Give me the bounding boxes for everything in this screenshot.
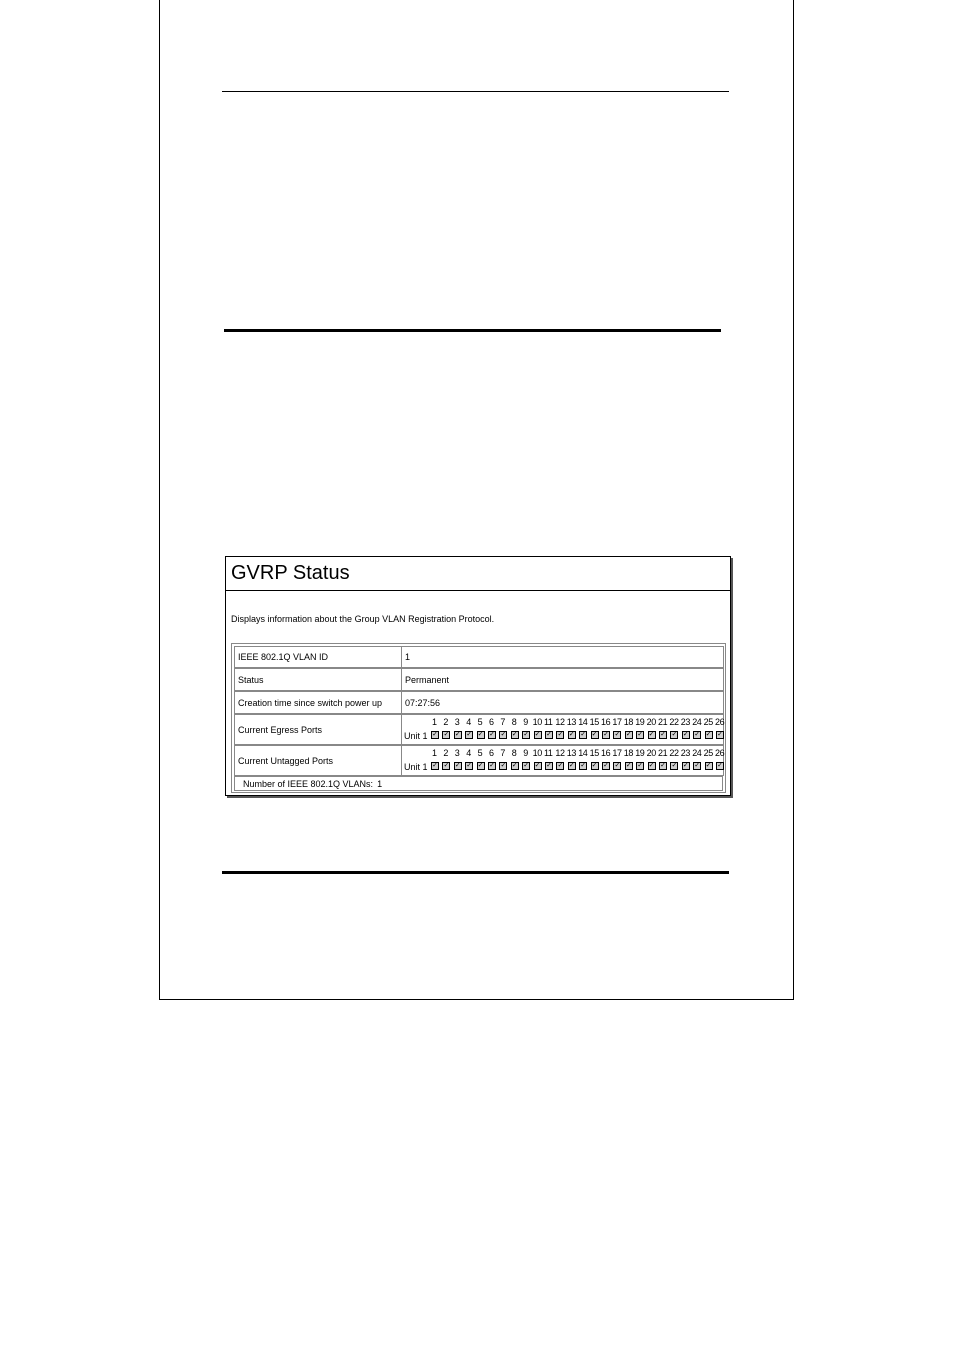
section-rule	[224, 329, 721, 332]
port-checkbox[interactable]: ✓	[591, 762, 598, 769]
port-number: 3	[454, 748, 460, 758]
port-number: 20	[646, 748, 656, 758]
port-checkbox[interactable]: ✓	[500, 762, 507, 769]
port-number: 7	[500, 748, 505, 758]
port-checkbox[interactable]: ✓	[534, 762, 541, 769]
port-number: 9	[523, 748, 528, 758]
port-number: 24	[692, 748, 702, 758]
port-checkbox[interactable]: ✓	[717, 731, 723, 738]
port-checkbox[interactable]: ✓	[625, 762, 632, 769]
port-number: 5	[477, 717, 483, 727]
port-checkbox[interactable]: ✓	[614, 762, 621, 769]
status-label: Status	[234, 668, 402, 691]
port-checkbox[interactable]: ✓	[580, 762, 587, 769]
footer-rule	[222, 871, 729, 874]
port-number: 12	[555, 748, 565, 758]
untagged-ports-label: Current Untagged Ports	[234, 745, 402, 776]
port-number: 23	[680, 717, 691, 727]
port-number: 24	[692, 717, 702, 727]
port-number: 19	[635, 717, 645, 727]
port-number: 17	[612, 717, 622, 727]
port-checkbox[interactable]: ✓	[523, 731, 530, 738]
port-checkbox[interactable]: ✓	[614, 731, 621, 738]
untagged-unit-label: Unit 1	[404, 762, 428, 772]
port-checkbox[interactable]: ✓	[443, 762, 450, 769]
port-number: 21	[658, 748, 668, 758]
vlan-count-label: Number of IEEE 802.1Q VLANs:	[243, 778, 374, 789]
port-checkbox[interactable]: ✓	[671, 762, 678, 769]
port-number: 16	[601, 717, 611, 727]
creation-time-value: 07:27:56	[401, 691, 724, 714]
port-number: 25	[703, 717, 713, 727]
table-row	[234, 745, 723, 776]
port-checkbox[interactable]: ✓	[454, 762, 461, 769]
port-number: 21	[658, 717, 668, 727]
port-checkbox[interactable]: ✓	[557, 762, 564, 769]
port-number: 20	[646, 717, 656, 727]
port-number: 2	[443, 717, 448, 727]
port-number: 14	[578, 717, 588, 727]
port-number: 17	[612, 748, 622, 758]
port-number: 23	[680, 748, 691, 758]
port-checkbox[interactable]: ✓	[717, 762, 723, 769]
port-number: 10	[532, 717, 542, 727]
port-number: 7	[500, 717, 505, 727]
port-checkbox[interactable]: ✓	[603, 762, 609, 769]
vlan-id-value: 1	[401, 646, 724, 668]
port-checkbox[interactable]: ✓	[443, 731, 450, 738]
port-number: 2	[443, 748, 448, 758]
port-checkbox[interactable]: ✓	[511, 762, 518, 769]
port-checkbox[interactable]: ✓	[660, 762, 666, 769]
port-number: 18	[623, 748, 634, 758]
port-number: 9	[523, 717, 528, 727]
port-number: 12	[555, 717, 565, 727]
vlan-id-label: IEEE 802.1Q VLAN ID	[234, 646, 402, 668]
untagged-port-numbers	[431, 748, 731, 759]
port-number: 13	[566, 717, 577, 727]
port-checkbox[interactable]: ✓	[511, 731, 518, 738]
gvrp-status-panel	[225, 556, 731, 796]
egress-unit-label: Unit 1	[404, 731, 428, 741]
port-checkbox[interactable]: ✓	[546, 731, 552, 738]
port-number: 8	[511, 717, 517, 727]
port-number: 4	[466, 748, 471, 758]
port-number: 10	[532, 748, 542, 758]
port-checkbox[interactable]: ✓	[660, 731, 666, 738]
page-frame	[159, 0, 794, 1000]
port-checkbox[interactable]: ✓	[648, 762, 655, 769]
port-checkbox[interactable]: ✓	[466, 762, 473, 769]
port-number: 1	[432, 717, 437, 727]
port-number: 22	[669, 717, 679, 727]
port-checkbox[interactable]: ✓	[682, 762, 689, 769]
title-divider	[226, 590, 730, 591]
port-checkbox[interactable]: ✓	[694, 762, 701, 769]
port-checkbox[interactable]: ✓	[580, 731, 587, 738]
port-checkbox[interactable]: ✓	[568, 731, 575, 738]
port-checkbox[interactable]: ✓	[523, 762, 530, 769]
port-checkbox[interactable]: ✓	[625, 731, 632, 738]
port-checkbox[interactable]: ✓	[637, 762, 644, 769]
port-checkbox[interactable]: ✓	[432, 762, 438, 769]
port-number: 3	[454, 717, 460, 727]
port-checkbox[interactable]: ✓	[705, 762, 712, 769]
table-row	[234, 714, 723, 745]
creation-time-label: Creation time since switch power up	[234, 691, 402, 714]
untagged-ports-cell	[401, 745, 724, 776]
port-checkbox[interactable]: ✓	[500, 731, 507, 738]
port-checkbox[interactable]: ✓	[557, 731, 564, 738]
panel-description: Displays information about the Group VLAN Registration Protocol.	[231, 614, 495, 624]
table-row	[234, 668, 723, 691]
port-checkbox[interactable]: ✓	[705, 731, 712, 738]
status-value: Permanent	[401, 668, 724, 691]
vlan-count-row	[234, 776, 723, 791]
port-number: 26	[715, 748, 725, 758]
port-number: 6	[489, 717, 494, 727]
port-checkbox[interactable]: ✓	[637, 731, 644, 738]
port-checkbox[interactable]: ✓	[648, 731, 655, 738]
port-checkbox[interactable]: ✓	[546, 762, 552, 769]
port-number: 6	[489, 748, 494, 758]
port-number: 26	[715, 717, 725, 727]
gvrp-info-table	[231, 643, 726, 793]
port-number: 13	[566, 748, 577, 758]
port-checkbox[interactable]: ✓	[454, 731, 461, 738]
port-checkbox[interactable]: ✓	[591, 731, 598, 738]
header-rule	[222, 91, 729, 92]
table-row	[234, 691, 723, 714]
port-checkbox[interactable]: ✓	[568, 762, 575, 769]
port-number: 11	[544, 717, 553, 727]
port-number: 11	[544, 748, 553, 758]
vlan-count-value: 1	[377, 778, 383, 789]
port-number: 4	[466, 717, 471, 727]
port-checkbox[interactable]: ✓	[694, 731, 701, 738]
egress-port-numbers	[431, 717, 731, 728]
port-number: 22	[669, 748, 679, 758]
port-number: 8	[511, 748, 517, 758]
port-checkbox[interactable]: ✓	[432, 731, 438, 738]
port-number: 18	[623, 717, 634, 727]
egress-ports-label: Current Egress Ports	[234, 714, 402, 745]
table-row	[234, 646, 723, 668]
port-number: 16	[601, 748, 611, 758]
port-checkbox[interactable]: ✓	[489, 762, 495, 769]
port-checkbox[interactable]: ✓	[477, 762, 484, 769]
port-number: 5	[477, 748, 483, 758]
port-checkbox[interactable]: ✓	[603, 731, 609, 738]
egress-port-checkboxes	[431, 731, 731, 741]
panel-title: GVRP Status	[231, 562, 350, 584]
port-checkbox[interactable]: ✓	[534, 731, 541, 738]
port-number: 1	[432, 748, 437, 758]
port-number: 14	[578, 748, 588, 758]
port-number: 25	[703, 748, 713, 758]
untagged-port-checkboxes	[431, 762, 731, 772]
port-checkbox[interactable]: ✓	[671, 731, 678, 738]
port-checkbox[interactable]: ✓	[489, 731, 495, 738]
port-number: 15	[589, 748, 599, 758]
port-number: 19	[635, 748, 645, 758]
port-number: 15	[589, 717, 599, 727]
port-checkbox[interactable]: ✓	[466, 731, 473, 738]
port-checkbox[interactable]: ✓	[682, 731, 689, 738]
port-checkbox[interactable]: ✓	[477, 731, 484, 738]
egress-ports-cell	[401, 714, 724, 745]
